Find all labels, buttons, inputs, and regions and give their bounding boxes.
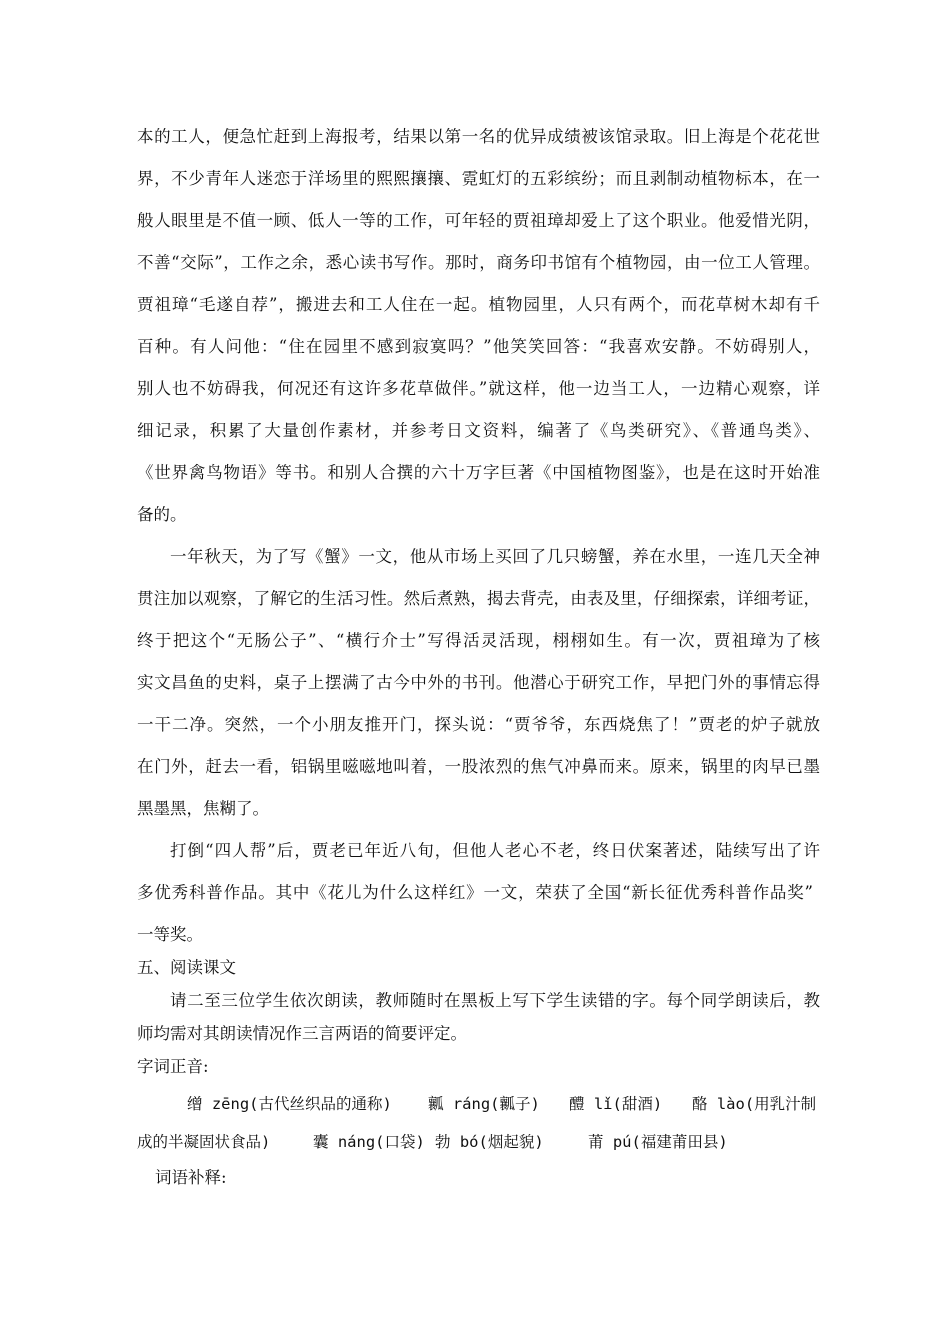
para1-line-5: 贾祖璋“毛遂自荐”，搬进去和工人住在一起。植物园里，人只有两个，而花草树木却有千 xyxy=(137,295,820,314)
para1-line-1: 本的工人，便急忙赶到上海报考，结果以第一名的优异成绩被该馆录取。旧上海是个花花世 xyxy=(137,127,820,146)
para4-line-1: 请二至三位学生依次朗读，教师随时在黑板上写下学生读错的字。每个同学朗读后，教 xyxy=(170,991,820,1010)
supplement-heading: 词语补释: xyxy=(155,1168,227,1187)
vocab-item: 瓤 ráng(瓤子) xyxy=(428,1095,540,1113)
para2-line-3: 终于把这个“无肠公子”、“横行介士”写得活灵活现，栩栩如生。有一次，贾祖璋为了核 xyxy=(137,631,820,650)
section-heading: 五、阅读课文 xyxy=(137,958,236,977)
para2-line-1: 一年秋天，为了写《蟹》一文，他从市场上买回了几只螃蟹，养在水里，一连几天全神 xyxy=(170,547,820,566)
para3-line-1: 打倒“四人帮”后，贾老已年近八旬，但他人老心不老，终日伏案著述，陆续写出了许 xyxy=(170,841,820,860)
para2-line-2: 贯注加以观察，了解它的生活习性。然后煮熟，揭去背壳，由表及里，仔细探索，详细考证， xyxy=(137,589,820,608)
para1-line-8: 细记录，积累了大量创作素材，并参考日文资料，编著了《鸟类研究》、《普通鸟类》、 xyxy=(137,421,820,440)
vocab-item: 醴 lǐ(甜酒) xyxy=(569,1095,663,1113)
para1-line-9: 《世界禽鸟物语》等书。和别人合撰的六十万字巨著《中国植物图鉴》，也是在这时开始准 xyxy=(137,463,820,482)
para1-line-10: 备的。 xyxy=(137,505,187,524)
para1-line-3: 般人眼里是不值一顾、低人一等的工作，可年轻的贾祖璋却爱上了这个职业。他爱惜光阴， xyxy=(137,211,820,230)
vocab-item: 囊 náng(口袋) xyxy=(313,1133,425,1151)
para2-line-5: 一干二净。突然，一个小朋友推开门，探头说：“贾爷爷，东西烧焦了！”贾老的炉子就放 xyxy=(137,715,820,734)
vocab-item: 缯 zēng(古代丝织品的通称) xyxy=(187,1095,392,1113)
para1-line-4: 不善“交际”，工作之余，悉心读书写作。那时，商务印书馆有个植物园，由一位工人管理。 xyxy=(137,253,820,272)
para1-line-6: 百种。有人问他：“住在园里不感到寂寞吗？”他笑笑回答：“我喜欢安静。不妨碍别人， xyxy=(137,337,820,356)
para1-line-2: 界，不少青年人迷恋于洋场里的熙熙攘攘、霓虹灯的五彩缤纷；而且剥制动植物标本，在一 xyxy=(137,169,820,188)
vocab-item: 勃 bó(烟起貌) xyxy=(435,1133,544,1151)
para1-line-7: 别人也不妨碍我，何况还有这许多花草做伴。”就这样，他一边当工人，一边精心观察，详 xyxy=(137,379,820,398)
vocab-item: 酪 lào(用乳汁制 xyxy=(692,1095,817,1113)
para2-line-6: 在门外，赶去一看，铝锅里嗞嗞地叫着，一股浓烈的焦气冲鼻而来。原来，锅里的肉早已墨 xyxy=(137,757,820,776)
vocab-item: 莆 pú(福建莆田县) xyxy=(588,1133,728,1151)
para3-line-3: 一等奖。 xyxy=(137,925,203,944)
pronunciation-heading: 字词正音: xyxy=(137,1057,209,1076)
para3-line-2: 多优秀科普作品。其中《花儿为什么这样红》一文，荣获了全国“新长征优秀科普作品奖” xyxy=(137,883,813,902)
vocab-item: 成的半凝固状食品) xyxy=(137,1133,271,1151)
para2-line-7: 黑墨黑，焦糊了。 xyxy=(137,799,269,818)
para2-line-4: 实文昌鱼的史料，桌子上摆满了古今中外的书刊。他潜心于研究工作，早把门外的事情忘得 xyxy=(137,673,820,692)
para4-line-2: 师均需对其朗读情况作三言两语的简要评定。 xyxy=(137,1024,467,1043)
